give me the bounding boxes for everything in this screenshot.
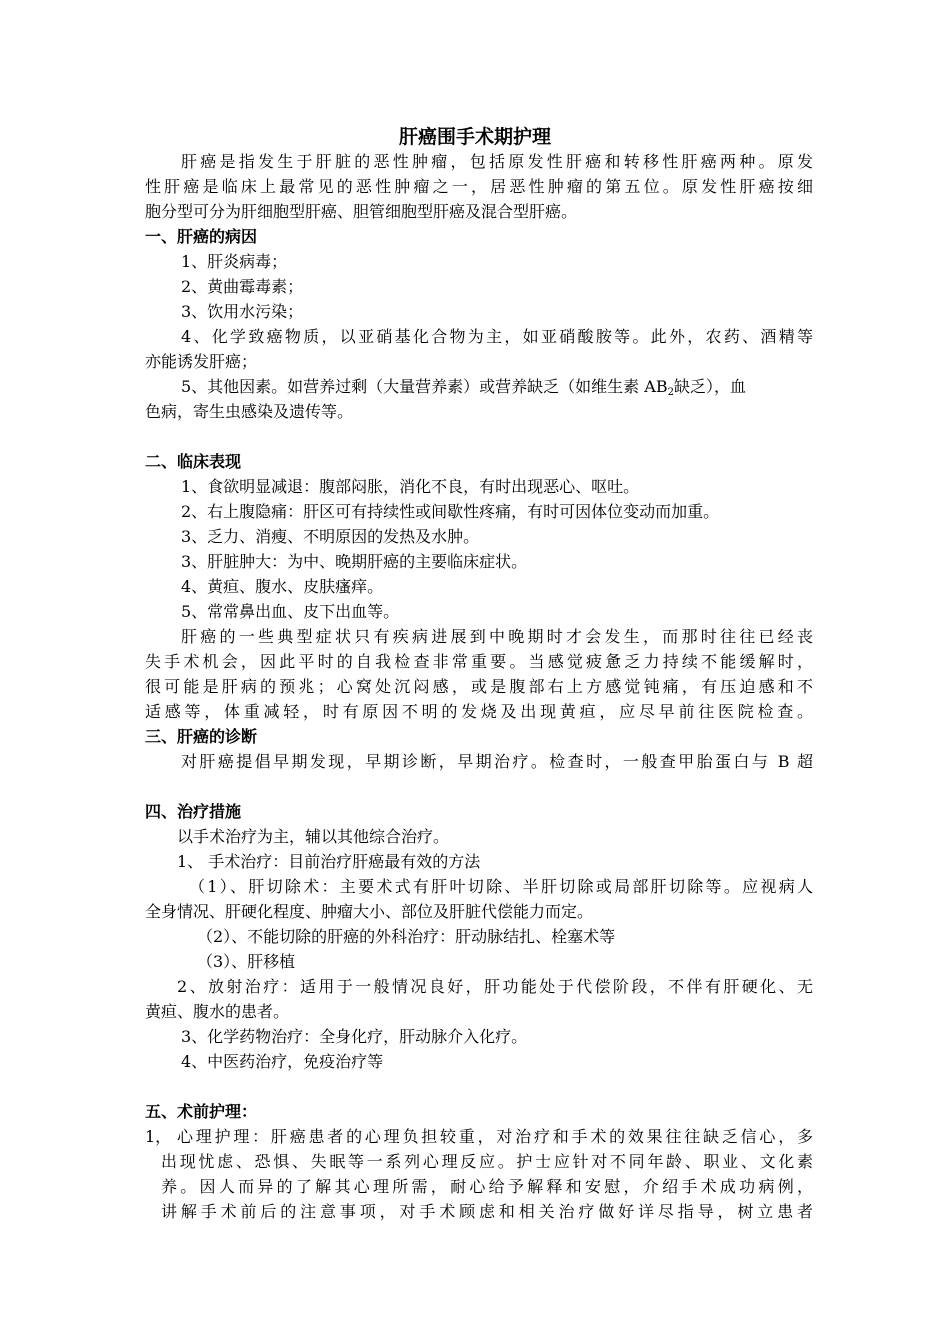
treatment-intro: 以手术治疗为主，辅以其他综合治疗。 <box>177 827 450 846</box>
section-heading-causes: 一、肝癌的病因 <box>145 227 258 246</box>
symptom-item-3: 3、乏力、消瘦、不明原因的发热及水肿。 <box>181 527 480 546</box>
treatment-item-3: 3、化学药物治疗：全身化疗，肝动脉介入化疗。 <box>181 1027 528 1046</box>
subscript: 2 <box>667 387 674 398</box>
cause-item-2: 2、黄曲霉毒素； <box>181 277 304 296</box>
cause-item-4: 4、化学致癌物质，以亚硝基化合物为主，如亚硝酸胺等。此外，农药、酒精等 <box>181 327 813 346</box>
section-heading-symptoms: 二、临床表现 <box>145 452 242 471</box>
preop-line-2: 出现忧虑、恐惧、失眠等一系列心理反应。护士应针对不同年龄、职业、文化素 <box>161 1152 813 1171</box>
section-heading-diagnosis: 三、肝癌的诊断 <box>145 727 258 746</box>
treatment-item-1a: （1）、肝切除术：主要术式有肝叶切除、半肝切除或局部肝切除等。应视病人 <box>189 877 813 896</box>
cause-item-4-cont: 亦能诱发肝癌； <box>145 352 258 371</box>
diagnosis-para: 对肝癌提倡早期发现，早期诊断，早期治疗。检查时，一般查甲胎蛋白与 B 超 <box>181 752 813 771</box>
treatment-item-1: 1、 手术治疗：目前治疗肝癌最有效的方法 <box>177 852 481 871</box>
cause-item-5-text: 5、其他因素。如营养过剩（大量营养素）或营养缺乏（如维生素 AB <box>181 377 668 396</box>
intro-line-1: 肝癌是指发生于肝脏的恶性肿瘤，包括原发性肝癌和转移性肝癌两种。原发 <box>181 152 813 171</box>
section-heading-preop: 五、术前护理： <box>145 1102 258 1121</box>
cause-item-5-text-b: 缺乏），血 <box>673 377 746 396</box>
cause-item-3: 3、饮用水污染； <box>181 302 304 321</box>
symptom-item-5: 4、黄疸、腹水、皮肤瘙痒。 <box>181 577 384 596</box>
symptom-item-6: 5、常常鼻出血、皮下出血等。 <box>181 602 400 621</box>
intro-line-2: 性肝癌是临床上最常见的恶性肿瘤之一，居恶性肿瘤的第五位。原发性肝癌按细 <box>145 177 813 196</box>
symptom-para-line-3: 很可能是肝病的预兆；心窝处沉闷感，或是腹部右上方感觉钝痛，有压迫感和不 <box>145 677 813 696</box>
preop-line-3: 养。因人而异的了解其心理所需，耐心给予解释和安慰，介绍手术成功病例， <box>161 1177 813 1196</box>
treatment-item-4: 4、中医药治疗，免疫治疗等 <box>181 1052 384 1071</box>
preop-line-4: 讲解手术前后的注意事项，对手术顾虑和相关治疗做好详尽指导，树立患者 <box>161 1202 813 1221</box>
symptom-para-line-2: 失手术机会，因此平时的自我检查非常重要。当感觉疲惫乏力持续不能缓解时， <box>145 652 813 671</box>
symptom-para-line-1: 肝癌的一些典型症状只有疾病进展到中晚期时才会发生，而那时往往已经丧 <box>181 627 813 646</box>
treatment-item-2: 2、放射治疗：适用于一般情况良好，肝功能处于代偿阶段，不伴有肝硬化、无 <box>177 977 813 996</box>
treatment-item-2-cont: 黄疸、腹水的患者。 <box>145 1002 290 1021</box>
cause-item-5-cont: 色病，寄生虫感染及遗传等。 <box>145 402 354 421</box>
preop-line-1: 心理护理：肝癌患者的心理负担较重，对治疗和手术的效果往往缺乏信心，多 <box>177 1127 813 1146</box>
treatment-item-1c: （3）、肝移植 <box>197 952 296 971</box>
symptom-item-4: 3、肝脏肿大：为中、晚期肝癌的主要临床症状。 <box>181 552 528 571</box>
treatment-item-1a-cont: 全身情况、肝硬化程度、肿瘤大小、部位及肝脏代偿能力而定。 <box>145 902 594 921</box>
intro-line-3: 胞分型可分为肝细胞型肝癌、胆管细胞型肝癌及混合型肝癌。 <box>145 202 578 221</box>
section-heading-treatment: 四、治疗措施 <box>145 802 242 821</box>
preop-item-number: 1， <box>145 1127 172 1146</box>
treatment-item-1b: （2）、不能切除的肝癌的外科治疗：肝动脉结扎、栓塞术等 <box>197 927 616 946</box>
symptom-item-2: 2、右上腹隐痛：肝区可有持续性或间歇性疼痛，有时可因体位变动而加重。 <box>181 502 720 521</box>
cause-item-5 <box>181 374 813 399</box>
symptom-item-1: 1、食欲明显减退：腹部闷胀，消化不良，有时出现恶心、呕吐。 <box>181 477 640 496</box>
page-title: 肝癌围手术期护理 <box>398 126 551 148</box>
symptom-para-line-4: 适感等，体重减轻，时有原因不明的发烧及出现黄疸，应尽早前往医院检查。 <box>145 702 813 721</box>
cause-item-1: 1、肝炎病毒； <box>181 252 288 271</box>
